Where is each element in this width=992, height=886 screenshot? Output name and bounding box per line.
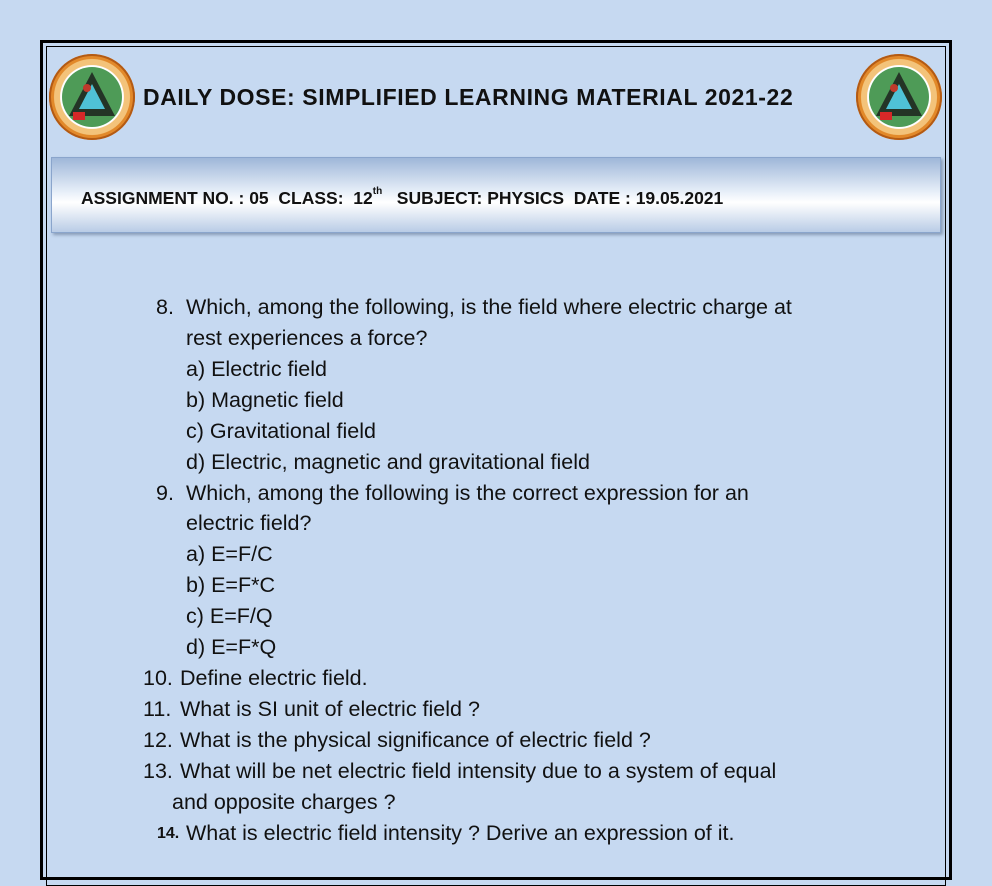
option: d) E=F*Q — [186, 635, 277, 659]
question-text: rest experiences a force? — [186, 326, 428, 350]
question-item: 8. — [156, 295, 174, 319]
assignment-number: ASSIGNMENT NO. : 05 — [81, 188, 269, 208]
question-number: 10. — [143, 666, 173, 690]
school-logo-right — [856, 54, 942, 140]
question-text: What is the physical significance of electric field ? — [180, 728, 651, 752]
class-value: 12 — [353, 188, 373, 208]
question-text: Define electric field. — [180, 666, 368, 690]
question-number: 14. — [157, 825, 180, 842]
option: b) Magnetic field — [186, 388, 344, 412]
class-superscript: th — [372, 186, 383, 197]
question-text: What is SI unit of electric field ? — [180, 697, 480, 721]
assignment-info — [81, 188, 723, 209]
question-text: What is electric field intensity ? Derive an expression of it. — [186, 821, 735, 845]
option: b) E=F*C — [186, 573, 276, 597]
question-number: 12. — [143, 728, 173, 752]
question-text: and opposite charges ? — [172, 790, 396, 814]
question-number: 11. — [143, 697, 172, 721]
question-number: 9. — [156, 481, 174, 505]
question-text: electric field? — [186, 511, 312, 535]
option: a) Electric field — [186, 357, 327, 381]
option: a) E=F/C — [186, 542, 273, 566]
subject: SUBJECT: PHYSICS — [396, 188, 565, 208]
question-number: 13. — [143, 759, 173, 783]
class-label: CLASS: — [278, 188, 344, 208]
question-text: Which, among the following is the correct expression for an — [186, 481, 749, 505]
question-text: Which, among the following, is the field where electric charge at — [186, 295, 792, 319]
question-text: What will be net electric field intensity due to a system of equal — [180, 759, 777, 783]
option: c) E=F/Q — [186, 604, 273, 628]
page-title: DAILY DOSE: SIMPLIFIED LEARNING MATERIAL 2021-22 — [143, 84, 794, 110]
school-logo-left — [49, 54, 135, 140]
date: DATE : 19.05.2021 — [573, 188, 724, 208]
option: d) Electric, magnetic and gravitational field — [186, 450, 590, 474]
option: c) Gravitational field — [186, 419, 376, 443]
